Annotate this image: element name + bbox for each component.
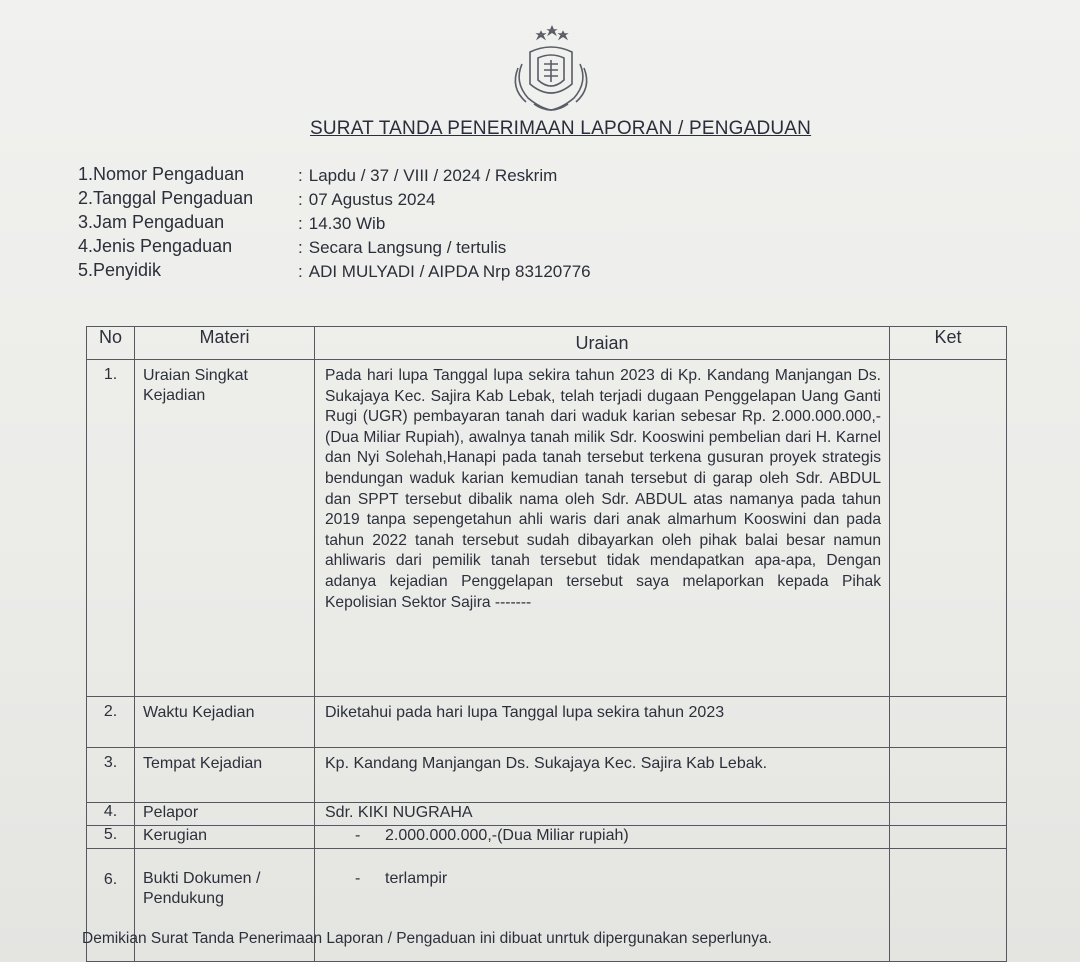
complaint-info (78, 164, 678, 284)
table-row (87, 360, 1007, 697)
info-value: : ADI MULYADI / AIPDA Nrp 83120776 (298, 262, 591, 281)
cell-no: 4. (87, 803, 135, 826)
info-label: 2.Tanggal Pengaduan (78, 188, 254, 208)
info-row (78, 260, 678, 284)
document-title: SURAT TANDA PENERIMAAN LAPORAN / PENGADUAN (310, 118, 812, 139)
info-value-text: 14.30 Wib (308, 214, 386, 233)
header-no: No (87, 327, 135, 360)
report-table (86, 326, 1007, 962)
header-materi: Materi (135, 327, 315, 360)
police-emblem-icon (500, 24, 602, 118)
cell-uraian (315, 360, 890, 697)
table-row (87, 697, 1007, 748)
info-label: 4.Jenis Pengaduan (78, 236, 233, 256)
cell-no: 3. (87, 748, 135, 803)
cell-materi: Waktu Kejadian (135, 697, 315, 748)
uraian-value: terlampir (385, 870, 448, 887)
uraian-text: Diketahui pada hari lupa Tanggal lupa sekira tahun 2023 (325, 704, 725, 721)
uraian-text (325, 826, 881, 846)
info-value-text: Secara Langsung / tertulis (308, 238, 507, 257)
cell-ket (890, 803, 1007, 826)
info-label: 3.Jam Pengaduan (78, 212, 225, 232)
table-row (87, 826, 1007, 849)
info-value-text: 07 Agustus 2024 (308, 190, 436, 209)
cell-uraian (315, 803, 890, 826)
cell-materi: Pelapor (135, 803, 315, 826)
cell-uraian (315, 697, 890, 748)
table-row (87, 803, 1007, 826)
info-value: : Lapdu / 37 / VIII / 2024 / Reskrim (298, 166, 558, 185)
closing-statement: Demikian Surat Tanda Penerimaan Laporan / Pengaduan ini dibuat unrtuk dipergunakan seperlunya. (82, 930, 772, 947)
dash-marker: - (355, 870, 361, 887)
cell-materi: Bukti Dokumen / Pendukung (135, 849, 315, 962)
uraian-value: 2.000.000.000,-(Dua Miliar rupiah) (385, 827, 629, 844)
table-row (87, 748, 1007, 803)
cell-ket (890, 748, 1007, 803)
cell-uraian (315, 826, 890, 849)
cell-uraian (315, 748, 890, 803)
info-value: : 07 Agustus 2024 (298, 190, 436, 209)
info-row (78, 212, 678, 236)
info-value: : 14.30 Wib (298, 214, 386, 233)
cell-materi: Uraian Singkat Kejadian (135, 360, 315, 697)
info-label: 1.Nomor Pengaduan (78, 164, 245, 184)
cell-ket (890, 697, 1007, 748)
cell-no: 6. (87, 849, 135, 962)
cell-no: 5. (87, 826, 135, 849)
uraian-text: Sdr. KIKI NUGRAHA (325, 804, 473, 821)
dash-marker: - (355, 827, 361, 844)
cell-materi: Tempat Kejadian (135, 748, 315, 803)
info-row (78, 164, 678, 188)
uraian-text: Pada hari lupa Tanggal lupa sekira tahun 2023 di Kp. Kandang Manjangan Ds. Sukajaya Kec. Sajira Kab Lebak, telah terjadi dugaan Penggelapan Uang Ganti Rugi (UGR) pembayaran tanah dari waduk karian sebesar Rp. 2.000.000.000,-(Dua Miliar Rupiah), awalnya tanah milik Sdr. Kooswini pembelian dari H. Karnel dan Nyi Solehah,Hanapi pada tanah tersebut terkena gusuran proyek strategis bendungan waduk karian kemudian tanah tersebut di garap oleh Sdr. ABDUL dan SPPT tersebut dibalik nama oleh Sdr. ABDUL atas namanya pada tahun 2019 tanpa sepengetahun ahli waris dari anak almarhum Kooswini dan pada tahun 2022 tanah tersebut sudah dibayarkan oleh pihak balai besar namun ahliwaris dari pemilik tanah tersebut tidak mendapatkan apa-apa, Dengan adanya kejadian Penggelapan tersebut saya melaporkan kepada Pihak Kepolisian Sektor Sajira ------- (325, 367, 881, 611)
info-value: : Secara Langsung / tertulis (298, 238, 507, 257)
uraian-text: Kp. Kandang Manjangan Ds. Sukajaya Kec. Sajira Kab Lebak. (325, 755, 768, 772)
info-value-text: ADI MULYADI / AIPDA Nrp 83120776 (308, 262, 591, 281)
cell-no: 2. (87, 697, 135, 748)
info-row (78, 236, 678, 260)
info-label: 5.Penyidik (78, 260, 162, 280)
cell-no: 1. (87, 360, 135, 697)
uraian-text (325, 869, 881, 889)
cell-ket (890, 360, 1007, 697)
cell-materi: Kerugian (135, 826, 315, 849)
info-row (78, 188, 678, 212)
header-uraian: Uraian (315, 327, 890, 360)
cell-ket (890, 826, 1007, 849)
table-header-row (87, 327, 1007, 360)
header-ket: Ket (890, 327, 1007, 360)
info-value-text: Lapdu / 37 / VIII / 2024 / Reskrim (308, 166, 558, 185)
